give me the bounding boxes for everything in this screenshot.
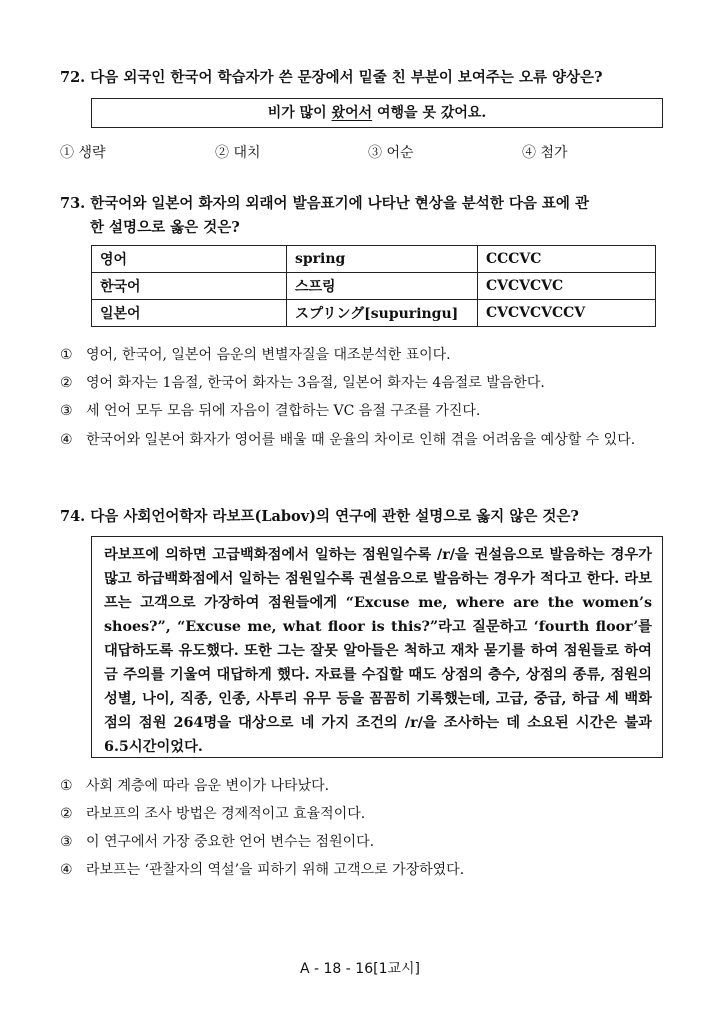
question-72: [60, 66, 670, 90]
choice-73-2[interactable]: [60, 369, 670, 397]
question-number: 74.: [60, 508, 86, 525]
choice-text: 세 언어 모두 모음 뒤에 자음이 결합하는 VC 음절 구조를 가진다.: [86, 403, 481, 419]
example-sentence-box: [91, 98, 663, 128]
options-row-72: [60, 142, 660, 164]
choice-mark: ①: [60, 778, 73, 794]
option-mark: ④: [522, 145, 536, 161]
choice-mark: ②: [60, 375, 73, 391]
table-cell: 일본어: [92, 300, 287, 327]
table-cell: 영어: [92, 246, 287, 273]
sentence-before: 비가 많이: [267, 105, 332, 121]
choice-74-2[interactable]: [60, 800, 670, 828]
option-text: 첨가: [540, 145, 568, 161]
choice-73-1[interactable]: [60, 341, 670, 369]
choice-text: 사회 계층에 따라 음운 변이가 나타났다.: [86, 778, 330, 794]
sentence-after: 여행을 못 갔어요.: [372, 105, 487, 121]
choice-mark: ④: [60, 862, 73, 878]
passage-box: 라보프에 의하면 고급백화점에서 일하는 점원일수록 /r/을 권설음으로 발음하는 경우가 많고 하급백화점에서 일하는 점원일수록 권설음으로 발음하는 경우가 적다고 한다. 라보프는 고객으로 가장하여 점원들에게 “Excuse me, where are the women’s shoes?”, “Excuse me, what floor is this?”라고 질문하고 ‘fourth floor’를 대답하도록 유도했다. 또한 그는 잘못 알아들은 척하고 재차 묻기를 하여 점원들로 하여금 주의를 기울여 대답하게 했다. 자료를 수집할 때도 상점의 층수, 상점의 종류, 점원의 성별, 나이, 직종, 인종, 사투리 유무 등을 꼼꼼히 기록했는데, 고급, 중급, 하급 세 백화점의 점원 264명을 대상으로 네 가지 조건의 /r/을 조사하는 데 소요된 시간은 불과 6.5시간이었다.: [91, 536, 663, 758]
choice-text: 한국어와 일본어 화자가 영어를 배울 때 운율의 차이로 인해 겪을 어려움을 예상할 수 있다.: [86, 432, 636, 448]
table-cell: spring: [287, 246, 478, 273]
choice-text: 영어 화자는 1음절, 한국어 화자는 3음절, 일본어 화자는 4음절로 발음한다.: [86, 375, 545, 391]
option-text: 생략: [78, 145, 106, 161]
choice-mark: ①: [60, 347, 73, 363]
option-4[interactable]: [522, 142, 568, 164]
question-74: [60, 505, 670, 529]
table-cell: 스프링: [287, 273, 478, 300]
choice-text: 라보프의 조사 방법은 경제적이고 효율적이다.: [86, 806, 366, 822]
option-2[interactable]: [215, 142, 261, 164]
choice-mark: ③: [60, 403, 73, 419]
question-text-line1: 한국어와 일본어 화자의 외래어 발음표기에 나타난 현상을 분석한 다음 표에 관: [90, 195, 589, 212]
table-row: [92, 300, 656, 327]
table-cell: CVCVCVCCV: [478, 300, 656, 327]
choice-74-4[interactable]: [60, 856, 670, 884]
choice-text: 이 연구에서 가장 중요한 언어 변수는 점원이다.: [86, 834, 375, 850]
underlined-part: 왔어서: [331, 105, 373, 121]
choice-mark: ②: [60, 806, 73, 822]
question-73: [60, 192, 670, 240]
choice-74-3[interactable]: [60, 828, 670, 856]
option-text: 대치: [233, 145, 261, 161]
choice-73-3[interactable]: [60, 397, 670, 425]
option-mark: ②: [215, 145, 229, 161]
option-mark: ①: [60, 145, 74, 161]
table-row: [92, 273, 656, 300]
choice-73-4[interactable]: [60, 426, 670, 454]
question-text: 다음 외국인 한국어 학습자가 쓴 문장에서 밑줄 친 부분이 보여주는 오류 양상은?: [90, 69, 603, 86]
choice-mark: ④: [60, 432, 73, 448]
option-3[interactable]: [368, 142, 414, 164]
choice-74-1[interactable]: [60, 772, 670, 800]
choice-text: 라보프는 ‘관찰자의 역설’을 피하기 위해 고객으로 가장하였다.: [86, 862, 465, 878]
option-1[interactable]: [60, 142, 106, 164]
table-cell: 한국어: [92, 273, 287, 300]
question-number: 72.: [60, 69, 86, 86]
question-text-line2: 한 설명으로 옳은 것은?: [90, 219, 240, 236]
question-text: 다음 사회언어학자 라보프(Labov)의 연구에 관한 설명으로 옳지 않은 것은?: [90, 508, 579, 525]
table-cell: CVCVCVC: [478, 273, 656, 300]
choice-text: 영어, 한국어, 일본어 음운의 변별자질을 대조분석한 표이다.: [86, 347, 451, 363]
table-row: [92, 246, 656, 273]
page-footer: A - 18 - 16[1교시]: [300, 961, 420, 977]
option-mark: ③: [368, 145, 382, 161]
table-cell: スプリング[supuringu]: [287, 300, 478, 327]
phonology-table: [91, 245, 656, 327]
table-cell: CCCVC: [478, 246, 656, 273]
choice-mark: ③: [60, 834, 73, 850]
option-text: 어순: [386, 145, 414, 161]
question-number: 73.: [60, 195, 86, 212]
